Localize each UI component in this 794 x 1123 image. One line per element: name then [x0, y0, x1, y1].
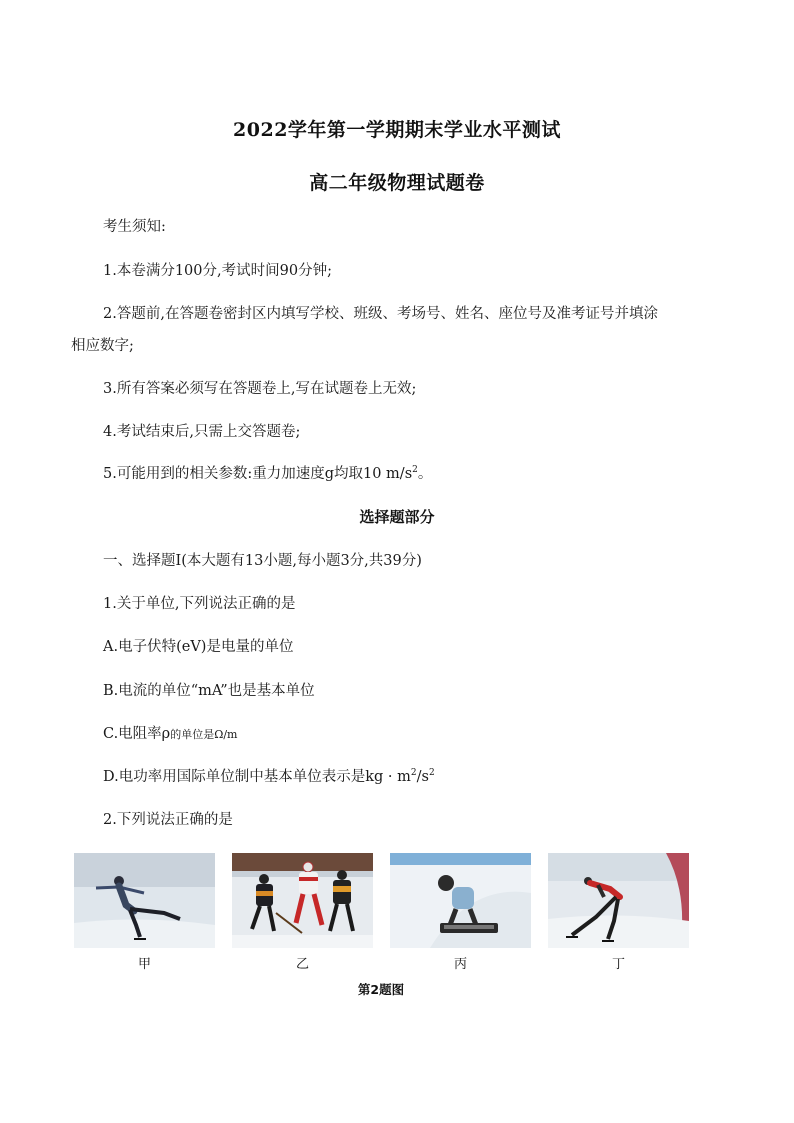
figure-label-ding: 丁 [611, 957, 625, 972]
option-d-main: D.电功率用国际单位制中基本单位表示是kg · m [103, 769, 411, 785]
figure-caption: 第2题图 [357, 982, 405, 997]
part1-heading: 一、选择题Ⅰ(本大题有13小题,每小题3分,共39分) [103, 553, 422, 569]
exam-subtitle: 高二年级物理试题卷 [309, 172, 485, 194]
option-d-mid: /s [416, 769, 429, 785]
speed-skating-photo [548, 853, 689, 948]
question-1-option-b: B.电流的单位“mA”也是基本单位 [103, 683, 315, 699]
option-c-main: C.电阻率ρ [103, 726, 171, 742]
question-1-option-c [103, 722, 237, 743]
question-2-stem: 2.下列说法正确的是 [103, 812, 233, 828]
notice-item-5-text: 5.可能用到的相关参数:重力加速度g均取10 m/s [103, 466, 413, 482]
exam-title: 2022学年第一学期期末学业水平测试 [233, 119, 561, 141]
notice-item-5 [103, 462, 432, 483]
skeleton-sled-photo [390, 853, 531, 948]
figure-label-bing: 丙 [453, 957, 467, 972]
notice-item-5-exponent: 2 [412, 465, 418, 475]
notice-item-5-end: 。 [417, 466, 433, 482]
option-d-exponent-1: 2 [410, 768, 417, 778]
notice-item-2-line-1: 2.答题前,在答题卷密封区内填写学校、班级、考场号、姓名、座位号及准考证号并填涂 [103, 306, 658, 322]
notice-item-1: 1.本卷满分100分,考试时间90分钟; [103, 263, 332, 279]
question-1-option-a: A.电子伏特(eV)是电量的单位 [103, 639, 294, 655]
ice-hockey-photo [232, 853, 373, 948]
figure-skating-photo [74, 853, 215, 948]
notice-item-3: 3.所有答案必须写在答题卷上,写在试题卷上无效; [103, 381, 417, 397]
question-1-stem: 1.关于单位,下列说法正确的是 [103, 596, 296, 612]
notice-heading: 考生须知: [103, 219, 166, 235]
option-c-unit: 的单位是Ω/m [170, 728, 238, 741]
question-1-option-d [103, 765, 435, 786]
option-d-exponent-2: 2 [428, 768, 435, 778]
figure-label-jia: 甲 [137, 957, 151, 972]
figure-label-yi: 乙 [295, 957, 309, 972]
notice-item-4: 4.考试结束后,只需上交答题卷; [103, 424, 301, 440]
notice-item-2-line-2: 相应数字; [71, 338, 134, 354]
section-title: 选择题部分 [359, 508, 435, 526]
